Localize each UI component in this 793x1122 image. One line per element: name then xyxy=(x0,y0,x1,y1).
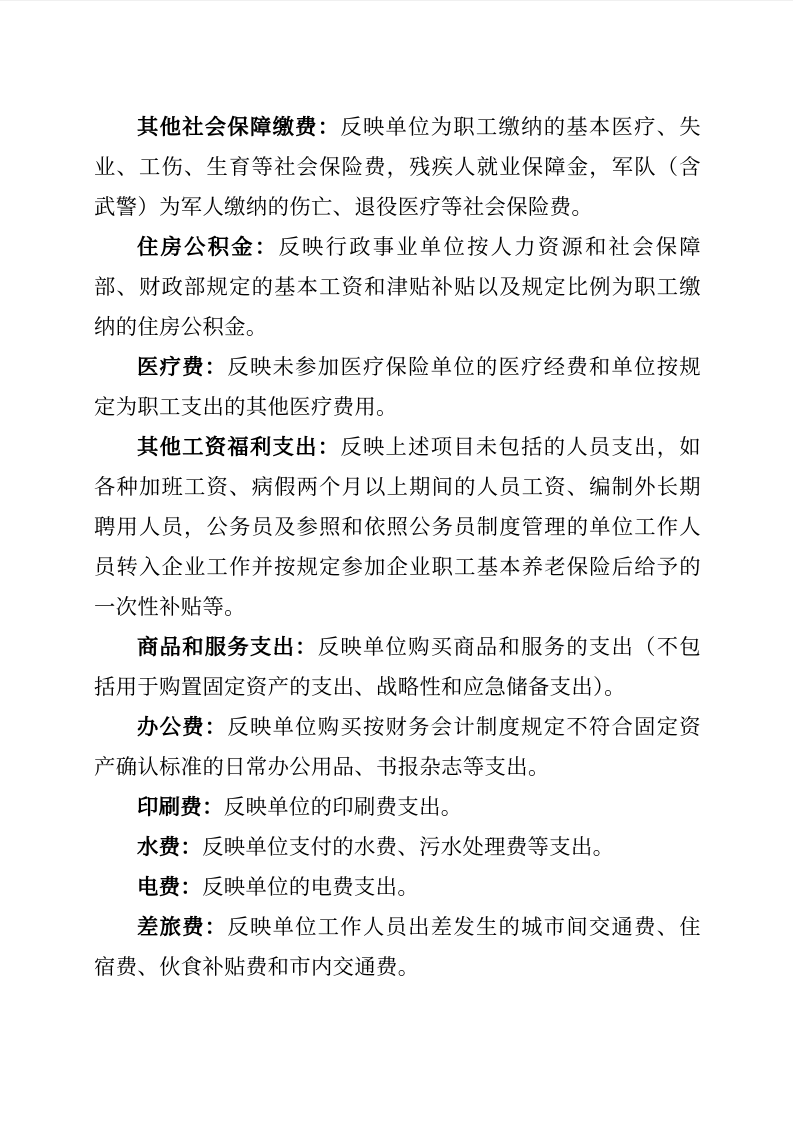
definition-text: 反映上述项目未包括的人员支出，如各种加班工资、病假两个月以上期间的人员工资、编制外长期聘用人员，公务员及参照和依照公务员制度管理的单位工作人员转入企业工作并按规定参加企业职工基本养老保险后给予的一次性补贴等。 xyxy=(94,435,701,619)
term-label: 医疗费： xyxy=(137,355,228,379)
term-label: 办公费： xyxy=(137,715,228,739)
definition-text: 反映单位的印刷费支出。 xyxy=(223,795,463,819)
document-content xyxy=(94,107,701,987)
term-label: 其他工资福利支出： xyxy=(137,435,341,459)
term-label: 印刷费： xyxy=(137,795,224,819)
definition-paragraph xyxy=(94,347,701,427)
definition-paragraph xyxy=(94,227,701,347)
definition-paragraph xyxy=(94,787,701,827)
term-label: 电费： xyxy=(137,875,203,899)
definition-text: 反映单位支付的水费、污水处理费等支出。 xyxy=(202,835,615,859)
definition-text: 反映单位购买按财务会计制度规定不符合固定资产确认标准的日常办公用品、书报杂志等支出。 xyxy=(94,715,701,779)
definition-paragraph xyxy=(94,627,701,707)
term-label: 住房公积金： xyxy=(137,235,279,259)
term-label: 其他社会保障缴费： xyxy=(137,115,341,139)
definition-text: 反映单位为职工缴纳的基本医疗、失业、工伤、生育等社会保险费，残疾人就业保障金，军队（含武警）为军人缴纳的伤亡、退役医疗等社会保险费。 xyxy=(94,115,701,219)
term-label: 水费： xyxy=(137,835,203,859)
term-label: 差旅费： xyxy=(137,915,228,939)
definition-paragraph xyxy=(94,827,701,867)
definition-text: 反映单位的电费支出。 xyxy=(202,875,420,899)
definition-text: 反映行政事业单位按人力资源和社会保障部、财政部规定的基本工资和津贴补贴以及规定比例为职工缴纳的住房公积金。 xyxy=(94,235,701,339)
definition-paragraph xyxy=(94,107,701,227)
definition-paragraph xyxy=(94,907,701,987)
definition-paragraph xyxy=(94,707,701,787)
definition-paragraph xyxy=(94,867,701,907)
term-label: 商品和服务支出： xyxy=(137,635,318,659)
definition-paragraph xyxy=(94,427,701,627)
definition-text: 反映单位购买商品和服务的支出（不包括用于购置固定资产的支出、战略性和应急储备支出）。 xyxy=(94,635,701,699)
definition-text: 反映单位工作人员出差发生的城市间交通费、住宿费、伙食补贴费和市内交通费。 xyxy=(94,915,701,979)
definition-text: 反映未参加医疗保险单位的医疗经费和单位按规定为职工支出的其他医疗费用。 xyxy=(94,355,701,419)
